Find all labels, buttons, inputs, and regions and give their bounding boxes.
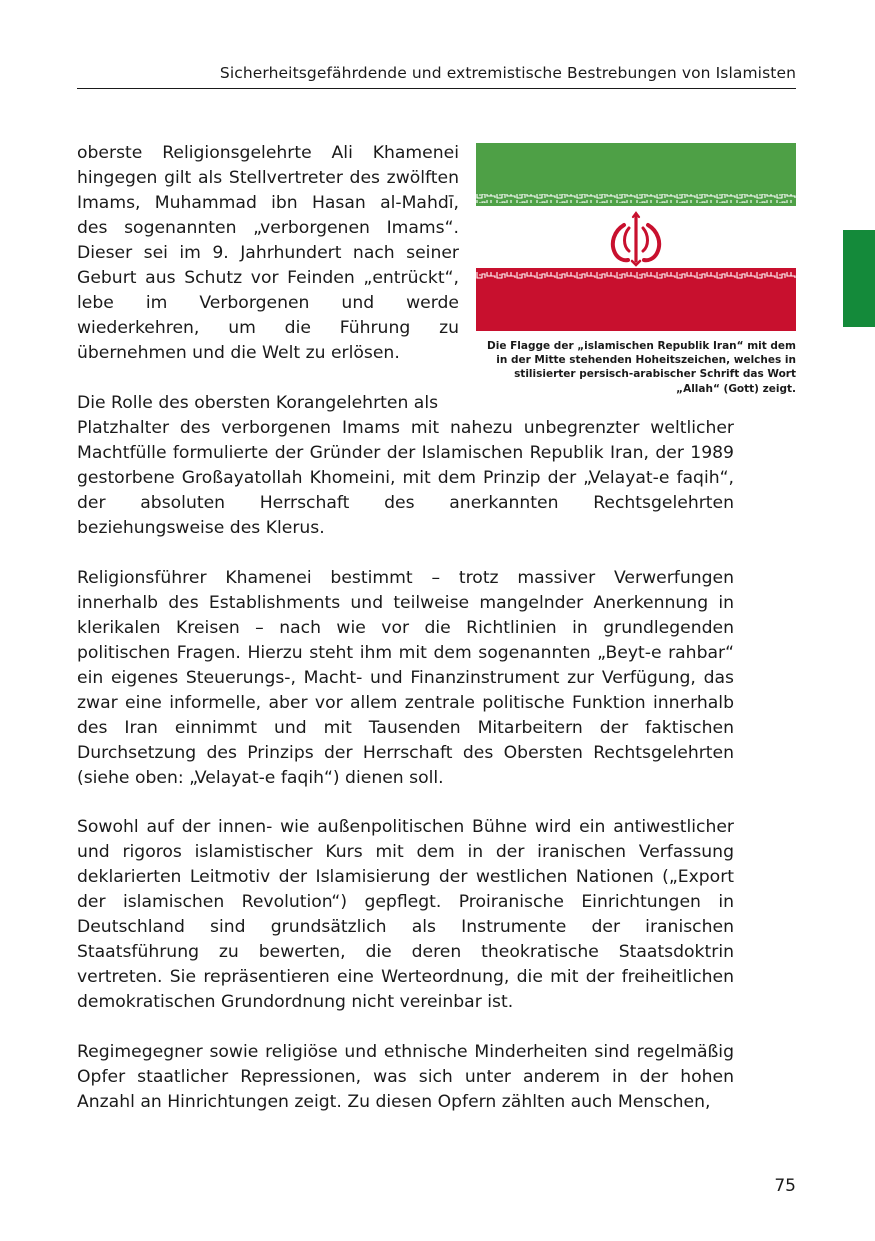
running-header: Sicherheitsgefährdende und extremistische Bestrebungen von Islamisten: [219, 64, 796, 82]
flag-takbir-pattern-top: [476, 194, 796, 203]
chapter-side-tab: [843, 230, 875, 327]
paragraph-5: Regimegegner sowie religiöse und ethnische Minderheiten sind regelmäßig Opfer staatlicher Repressionen, was sich unter anderem in der hohen Anzahl an Hinrichtungen zeigt. Zu diesen Opfern zählten auch Menschen,: [77, 1042, 734, 1112]
iran-flag: [476, 143, 796, 331]
paragraph-3: Religionsführer Khamenei bestimmt – trotz massiver Verwerfungen innerhalb des Establishments und teilweise mangelnder Anerkennung in klerikalen Kreisen – nach wie vor die Richtlinien in grundlegenden politischen Fragen. Hierzu steht ihm mit dem sogenannten „Beyt-e rahbar“ ein eigenes Steuerungs-, Macht- und Finanzinstrument zur Verfügung, das zwar eine informelle, aber vor allem zentrale politische Funktion innerhalb des Iran einnimmt und mit Tausenden Mitarbeitern der faktischen Durchsetzung des Prinzips der Herrschaft des Obersten Rechtsgelehrten (siehe oben: „Velayat-e faqih“) dienen soll.: [77, 568, 734, 788]
paragraph-2: Platzhalter des verborgenen Imams mit nahezu unbegrenzter weltlicher Machtfülle formulierte der Gründer der Islamischen Republik Iran, der 1989 gestorbene Großayatollah Khomeini, mit dem Prinzip der „Velayat-e faqih“, der absoluten Herrschaft des anerkannten Rechtsgelehrten beziehungsweise des Klerus.: [77, 418, 734, 538]
paragraph-4: Sowohl auf der innen- wie außenpolitischen Bühne wird ein antiwestlicher und rigoros islamistischer Kurs mit dem in der iranischen Verfassung deklarierten Leitmotiv der Islamisierung der westlichen Nationen („Export der islamischen Revolution“) gepflegt. Proiranische Einrichtungen in Deutschland sind grundsätzlich als Instrumente der iranischen Staatsführung zu bewerten, die deren theokratische Staatsdoktrin vertreten. Sie repräsentieren eine Werteordnung, die mit der freiheitlichen demokratischen Grundordnung nicht vereinbar ist.: [77, 817, 734, 1012]
flag-takbir-pattern-bottom: [476, 271, 796, 280]
figure-caption: Die Flagge der „islamischen Republik Iran“ mit dem in der Mitte stehenden Hoheitszeichen, welches in stilisierter persisch-arabischer Schrift das Wort „Allah“ (Gott) zeigt.: [487, 340, 796, 395]
header-rule: [77, 88, 796, 89]
paragraph-2-start: Die Rolle des obersten Korangelehrten als: [77, 393, 439, 413]
page-number: 75: [774, 1176, 796, 1196]
paragraph-1: oberste Religionsgelehrte Ali Khamenei hingegen gilt als Stellvertreter des zwölften Imams, Muhammad ibn Hasan al-Mahdī, des sogenannten „verborgenen Imams“. Dieser sei im 9. Jahrhundert nach seiner Geburt aus Schutz vor Feinden „entrückt“, lebe im Verborgenen und werde wiederkehren, um die Führung zu übernehmen und die Welt zu erlösen.: [77, 143, 459, 363]
